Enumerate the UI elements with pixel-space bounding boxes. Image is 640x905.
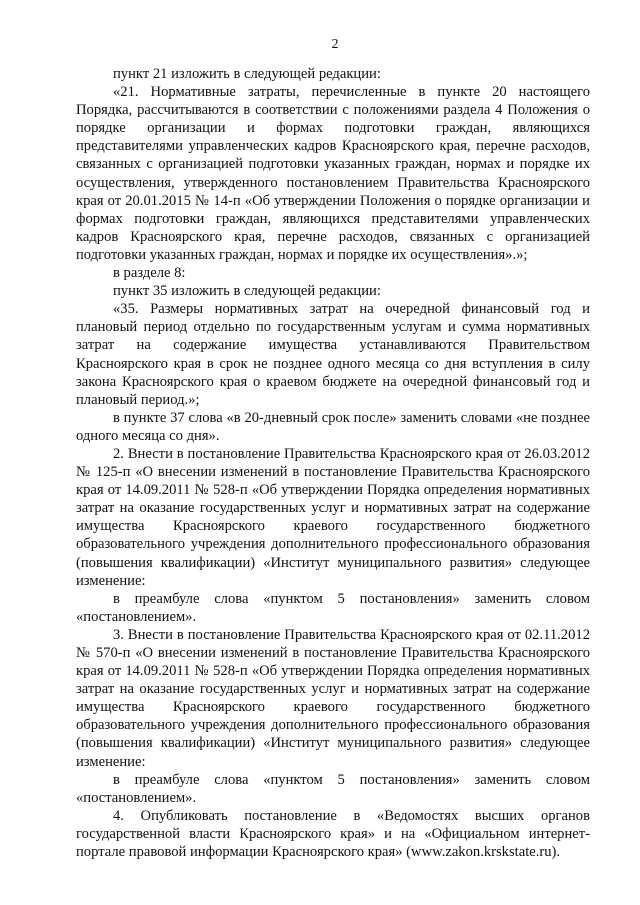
paragraph-item-4: 4. Опубликовать постановление в «Ведомостях высших органов государственной власти Красноярского края» и на «Официальном интернет-портале правовой информации Красноярского края» (www.zakon.krskstate.ru). bbox=[76, 807, 590, 861]
paragraph-amend-point-21: пункт 21 изложить в следующей редакции: bbox=[113, 66, 381, 82]
paragraph-point-21-text: «21. Нормативные затраты, перечисленные в пункте 20 настоящего Порядка, рассчитываются в соответствии с положениями раздела 4 Положения о порядке организации и формах подготовки граждан, являющихся представителями управленческих кадров Красноярского края, перечне расходов, связанных с организацией подготовки указанных граждан, нормах и порядке их осуществления, утвержденного постановлением Правительства Красноярского края от 20.01.2015 № 14-п «Об утверждении Положения о порядке организации и формах подготовки граждан, являющихся представителями управленческих кадров Красноярского края, перечне расходов, связанных с организацией подготовки указанных граждан, нормах и порядке их осуществления».»; bbox=[76, 84, 590, 263]
paragraph-item-2: 2. Внести в постановление Правительства Красноярского края от 26.03.2012 № 125-п «О внесении изменений в постановление Правительства Красноярского края от 14.09.2011 № 528-п «Об утверждении Порядка определения нормативных затрат на оказание государственных услуг и нормативных затрат на содержание имущества Красноярского краевого государственного бюджетного образовательного учреждения дополнительного профессионального образования (повышения квалификации) «Институт муниципального развития» следующее изменение: bbox=[76, 445, 590, 589]
paragraph-item-3: 3. Внести в постановление Правительства Красноярского края от 02.11.2012 № 570-п «О внесении изменений в постановление Правительства Красноярского края от 14.09.2011 № 528-п «Об утверждении Порядка определения нормативных затрат на оказание государственных услуг и нормативных затрат на содержание имущества Красноярского краевого государственного бюджетного образовательного учреждения дополнительного профессионального образования (повышения квалификации) «Институт муниципального развития» следующее изменение: bbox=[76, 626, 590, 770]
paragraph-section-8: в разделе 8: bbox=[113, 265, 186, 282]
paragraph-point-37: в пункте 37 слова «в 20-дневный срок после» заменить словами «не позднее одного месяца со дня». bbox=[76, 409, 590, 444]
paragraph-item-3-preamble: в преамбуле слова «пунктом 5 постановления» заменить словом «постановлением». bbox=[76, 771, 590, 806]
page-number: 2 bbox=[331, 37, 339, 52]
paragraph-item-2-preamble: в преамбуле слова «пунктом 5 постановления» заменить словом «постановлением». bbox=[76, 590, 590, 625]
document-body bbox=[76, 65, 590, 861]
paragraph-point-35-text: «35. Размеры нормативных затрат на очередной финансовый год и плановый период отдельно по государственным услугам и сумма нормативных затрат на содержание имущества устанавливаются Правительством Красноярского края в срок не позднее одного месяца со дня вступления в силу закона Красноярского края о краевом бюджете на очередной финансовый год и плановый период.»; bbox=[76, 301, 590, 408]
paragraph-amend-point-35: пункт 35 изложить в следующей редакции: bbox=[113, 283, 381, 300]
